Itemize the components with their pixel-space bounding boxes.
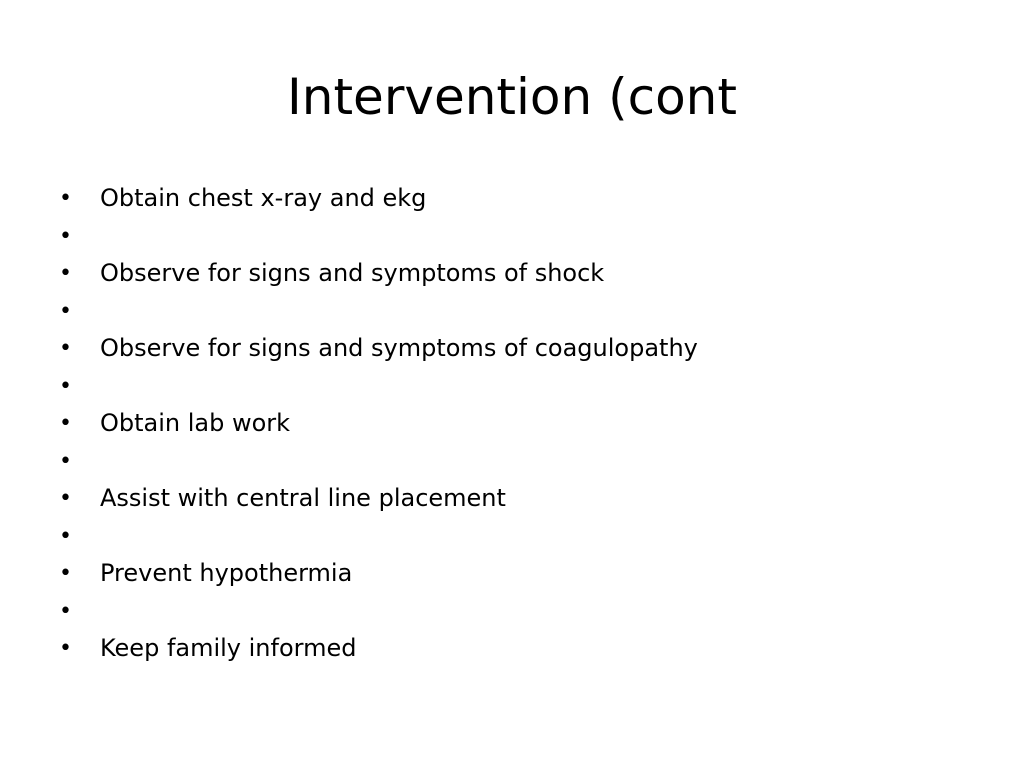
bullet-icon: • (59, 448, 72, 474)
bullet-icon: • (59, 636, 72, 661)
bullet-icon: • (59, 561, 72, 586)
bullet-icon: • (59, 411, 72, 436)
bullet-item (0, 180, 1024, 218)
bullet-text: Prevent hypothermia (100, 559, 353, 587)
bullet-item (0, 293, 1024, 331)
bullet-icon: • (59, 298, 72, 324)
bullet-icon: • (59, 373, 72, 399)
slide-title: Intervention (cont (287, 68, 737, 126)
bullet-item (0, 368, 1024, 406)
bullet-icon: • (59, 598, 72, 624)
bullet-text: Observe for signs and symptoms of coagulopathy (100, 334, 698, 362)
bullet-text: Keep family informed (100, 634, 357, 662)
bullet-item (0, 555, 1024, 593)
bullet-list (0, 180, 1024, 668)
bullet-icon: • (59, 186, 72, 211)
bullet-icon: • (59, 261, 72, 286)
bullet-item (0, 330, 1024, 368)
bullet-text: Obtain chest x-ray and ekg (100, 184, 427, 212)
bullet-text: Obtain lab work (100, 409, 291, 437)
bullet-item (0, 518, 1024, 556)
bullet-icon: • (59, 336, 72, 361)
bullet-icon: • (59, 486, 72, 511)
bullet-icon: • (59, 223, 72, 249)
bullet-text: Observe for signs and symptoms of shock (100, 259, 605, 287)
bullet-item (0, 480, 1024, 518)
bullet-item (0, 593, 1024, 631)
bullet-item (0, 630, 1024, 668)
bullet-item (0, 218, 1024, 256)
bullet-icon: • (59, 523, 72, 549)
bullet-item (0, 255, 1024, 293)
bullet-item (0, 443, 1024, 481)
bullet-text: Assist with central line placement (100, 484, 506, 512)
bullet-item (0, 405, 1024, 443)
